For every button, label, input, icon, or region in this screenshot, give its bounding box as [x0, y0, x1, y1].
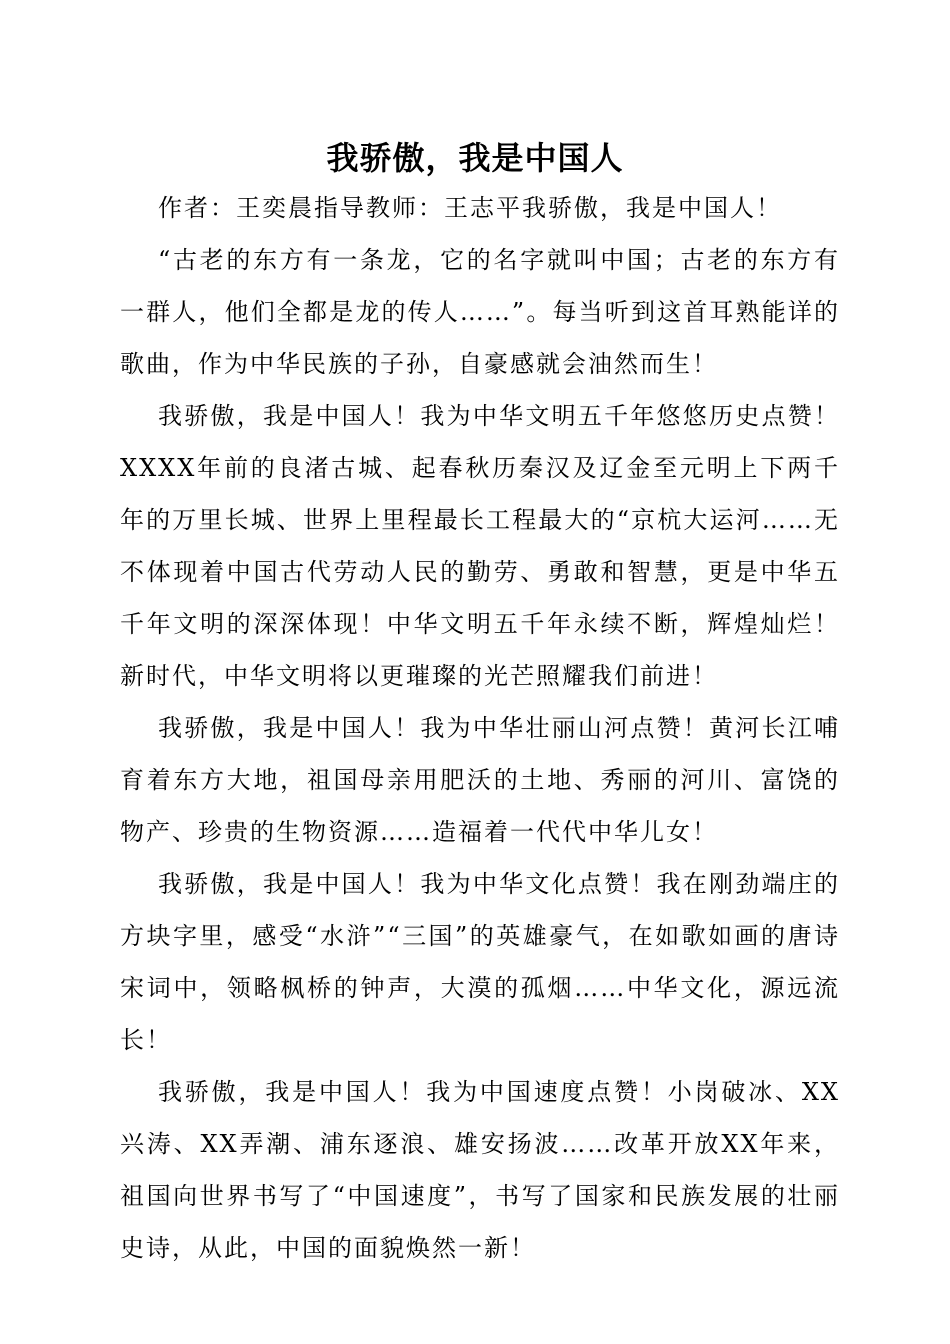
paragraph-2: 我骄傲，我是中国人！我为中华文明五千年悠悠历史点赞！XXXX年前的良渚古城、起春秋历秦汉及辽金至元明上下两千年的万里长城、世界上里程最长工程最大的“京杭大运河……无不体现着中国古代劳动人民的勤劳、勇敢和智慧，更是中华五千年文明的深深体现！中华文明五千年永续不断，辉煌灿烂！新时代，中华文明将以更璀璨的光芒照耀我们前进！	[120, 402, 840, 690]
document-title: 我骄傲，我是中国人	[326, 139, 624, 177]
byline: 作者：王奕晨指导教师：王志平我骄傲，我是中国人！	[158, 194, 782, 222]
paragraph-4: 我骄傲，我是中国人！我为中华文化点赞！我在刚劲端庄的方块字里，感受“水浒”“三国”的英雄豪气，在如歌如画的唐诗宋词中，领略枫桥的钟声，大漠的孤烟……中华文化，源远流长！	[120, 870, 840, 1054]
paragraph-3: 我骄傲，我是中国人！我为中华壮丽山河点赞！黄河长江哺育着东方大地，祖国母亲用肥沃的土地、秀丽的河川、富饶的物产、珍贵的生物资源……造福着一代代中华儿女！	[120, 714, 840, 846]
paragraph-5: 我骄傲，我是中国人！我为中国速度点赞！小岗破冰、XX兴涛、XX弄潮、浦东逐浪、雄安扬波……改革开放XX年来，祖国向世界书写了“中国速度”，书写了国家和民族发展的壮丽史诗，从此，中国的面貌焕然一新！	[120, 1078, 840, 1262]
document-body	[120, 182, 840, 1274]
paragraph-1: “古老的东方有一条龙，它的名字就叫中国；古老的东方有一群人，他们全都是龙的传人……”。每当听到这首耳熟能详的歌曲，作为中华民族的子孙，自豪感就会油然而生！	[120, 246, 840, 378]
